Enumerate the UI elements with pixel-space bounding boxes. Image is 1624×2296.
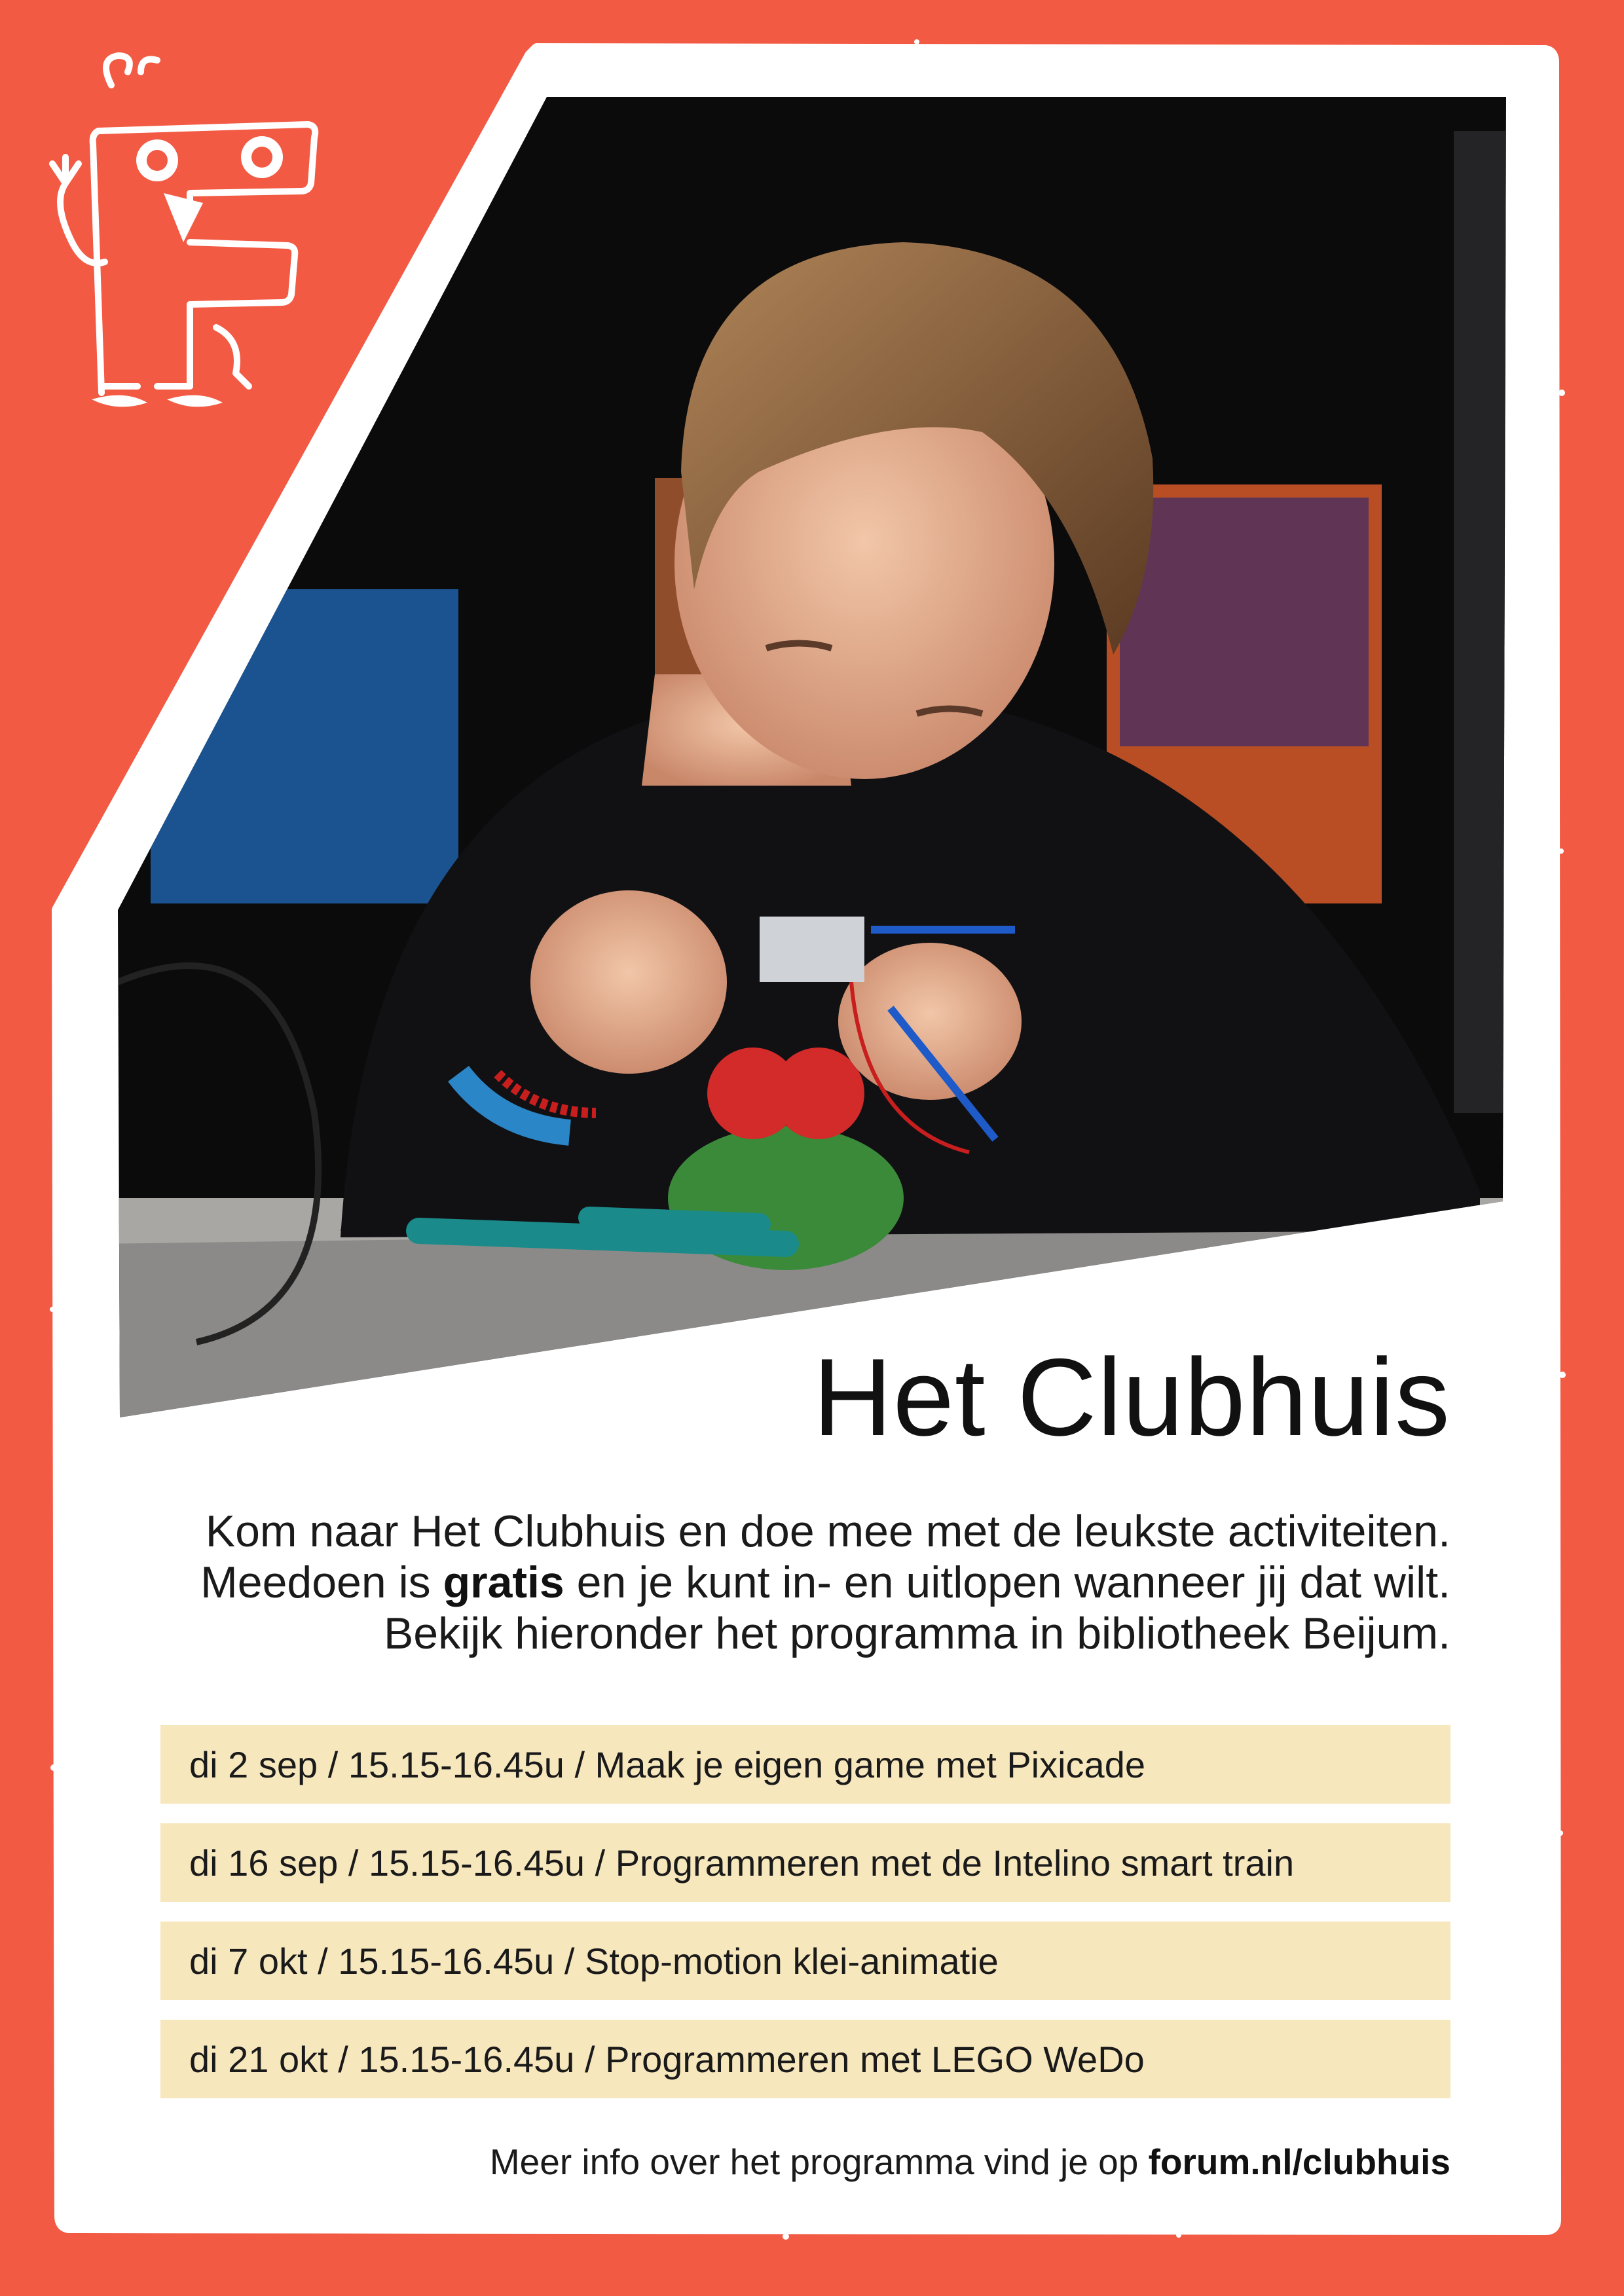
- footer-text: Meer info over het programma vind je op: [489, 2141, 1149, 2182]
- letter-f-monster-logo-icon: [26, 46, 327, 426]
- event-item: di 7 okt / 15.15-16.45u / Stop-motion klei-animatie: [160, 1922, 1450, 2000]
- intro-line-2-start: Meedoen is: [200, 1558, 443, 1607]
- event-item: di 16 sep / 15.15-16.45u / Programmeren met de Intelino smart train: [160, 1823, 1450, 1902]
- intro-line-2: [75, 1557, 1450, 1608]
- page-title: Het Clubhuis: [813, 1336, 1450, 1459]
- footer-link[interactable]: forum.nl/clubhuis: [1148, 2141, 1450, 2182]
- event-item: di 2 sep / 15.15-16.45u / Maak je eigen game met Pixicade: [160, 1725, 1450, 1804]
- intro-text: [75, 1506, 1450, 1659]
- event-item: di 21 okt / 15.15-16.45u / Programmeren met LEGO WeDo: [160, 2020, 1450, 2098]
- bg-poster-blue: [151, 589, 458, 903]
- intro-free-highlight: gratis: [443, 1558, 564, 1607]
- intro-line-1: Kom naar Het Clubhuis en doe mee met de leukste activiteiten.: [205, 1506, 1450, 1556]
- intro-line-2-end: en je kunt in- en uitlopen wanneer jij dat wilt.: [564, 1558, 1450, 1607]
- intro-line-3: Bekijk hieronder het programma in bibliotheek Beijum.: [383, 1609, 1450, 1658]
- event-schedule: [160, 1725, 1450, 2118]
- footer-info: [490, 2141, 1450, 2183]
